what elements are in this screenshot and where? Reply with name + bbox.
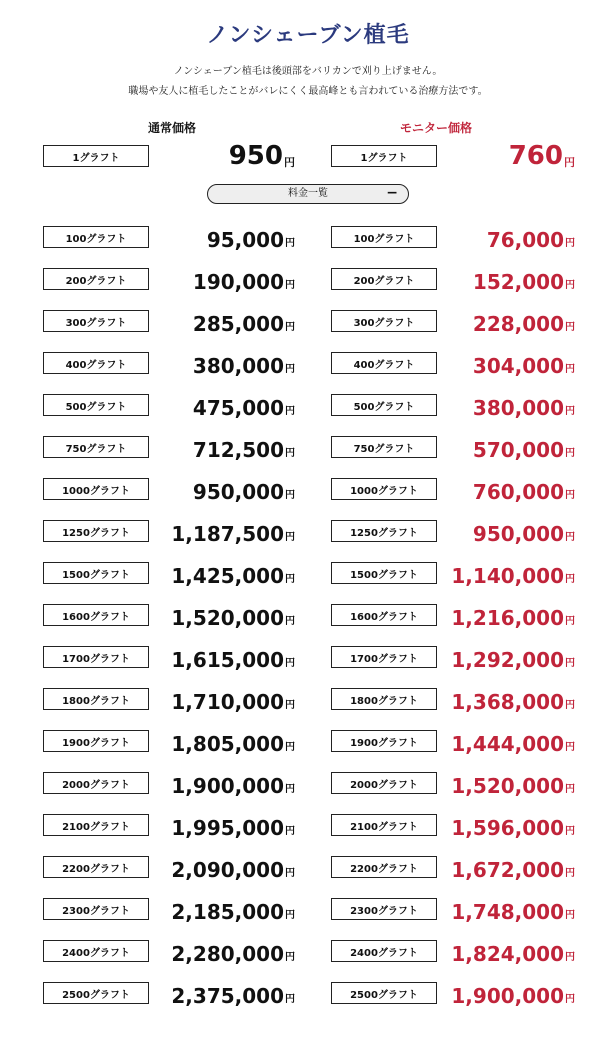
graft-label-monitor: 2300グラフト [331,898,437,920]
normal-price [150,603,295,629]
table-row [0,393,616,419]
yen-suffix: 円 [285,322,295,333]
yen-suffix: 円 [565,280,575,291]
normal-price-value: 2,185,000 [171,900,284,924]
normal-price-value: 1,520,000 [171,606,284,630]
description-line-2: 職場や友人に植毛したことがバレにくく最高峰とも言われている治療方法です。 [128,86,488,97]
minus-icon: − [386,185,398,201]
yen-suffix: 円 [565,826,575,837]
normal-price [150,561,295,587]
monitor-price [440,351,575,377]
yen-suffix: 円 [565,658,575,669]
yen-suffix: 円 [285,868,295,879]
yen-suffix: 円 [285,364,295,375]
normal-price-value: 712,500 [192,438,284,462]
table-row [0,687,616,713]
yen-suffix: 円 [565,238,575,249]
graft-label-normal: 2300グラフト [43,898,149,920]
graft-label-monitor: 1800グラフト [331,688,437,710]
normal-price [150,351,295,377]
monitor-price [440,309,575,335]
monitor-price [440,561,575,587]
normal-price [150,771,295,797]
normal-price-heading: 通常価格 [148,121,197,135]
graft-label-normal: 2500グラフト [43,982,149,1004]
table-row [0,813,616,839]
monitor-price-value: 950,000 [472,522,564,546]
monitor-price-value: 1,672,000 [451,858,564,882]
monitor-price [440,393,575,419]
monitor-price [440,519,575,545]
monitor-price [440,225,575,251]
monitor-price-value: 380,000 [472,396,564,420]
page-title: ノンシェーブン植毛 [206,23,410,48]
monitor-price-value: 1,824,000 [451,942,564,966]
graft-label-monitor: 1600グラフト [331,604,437,626]
table-row [0,477,616,503]
normal-price-value: 190,000 [192,270,284,294]
table-row [0,939,616,965]
graft-label-monitor: 2200グラフト [331,856,437,878]
monitor-price-value: 1,596,000 [451,816,564,840]
unit-monitor-price-value: 760 [508,141,563,171]
graft-label-monitor: 2500グラフト [331,982,437,1004]
monitor-price-value: 1,368,000 [451,690,564,714]
monitor-price [440,267,575,293]
graft-label-normal: 1800グラフト [43,688,149,710]
graft-label-monitor: 1700グラフト [331,646,437,668]
normal-price [150,939,295,965]
yen-suffix: 円 [285,574,295,585]
yen-suffix: 円 [285,448,295,459]
normal-price [150,645,295,671]
normal-price-value: 2,280,000 [171,942,284,966]
graft-label-normal: 1600グラフト [43,604,149,626]
graft-label-monitor: 500グラフト [331,394,437,416]
monitor-price-value: 1,900,000 [451,984,564,1008]
normal-price-value: 1,900,000 [171,774,284,798]
normal-price [150,897,295,923]
yen-suffix: 円 [285,826,295,837]
graft-label-normal: 400グラフト [43,352,149,374]
graft-label-normal: 1700グラフト [43,646,149,668]
graft-label-normal: 2100グラフト [43,814,149,836]
yen-suffix: 円 [285,910,295,921]
graft-label-normal: 1250グラフト [43,520,149,542]
table-row [0,771,616,797]
yen-suffix: 円 [565,532,575,543]
yen-suffix: 円 [285,658,295,669]
yen-suffix: 円 [565,616,575,627]
graft-label-monitor: 1250グラフト [331,520,437,542]
unit-graft-label-monitor: 1グラフト [331,145,437,167]
yen-suffix: 円 [285,994,295,1005]
monitor-price [440,603,575,629]
monitor-price-value: 760,000 [472,480,564,504]
graft-label-normal: 100グラフト [43,226,149,248]
monitor-price [440,645,575,671]
monitor-price-value: 1,216,000 [451,606,564,630]
yen-suffix: 円 [565,700,575,711]
graft-label-monitor: 1500グラフト [331,562,437,584]
graft-label-monitor: 100グラフト [331,226,437,248]
monitor-price-heading: モニター価格 [400,121,473,135]
normal-price-value: 2,090,000 [171,858,284,882]
monitor-price-value: 1,292,000 [451,648,564,672]
monitor-price [440,813,575,839]
normal-price [150,813,295,839]
monitor-price [440,477,575,503]
yen-suffix: 円 [285,700,295,711]
normal-price-value: 1,187,500 [171,522,284,546]
table-row [0,645,616,671]
table-row [0,351,616,377]
yen-suffix: 円 [565,364,575,375]
normal-price [150,477,295,503]
table-row [0,603,616,629]
monitor-price [440,435,575,461]
table-row [0,435,616,461]
graft-label-normal: 1900グラフト [43,730,149,752]
monitor-price-value: 1,520,000 [451,774,564,798]
graft-label-monitor: 1000グラフト [331,478,437,500]
yen-suffix: 円 [565,322,575,333]
normal-price [150,267,295,293]
table-row [0,897,616,923]
graft-label-normal: 2200グラフト [43,856,149,878]
monitor-price [440,771,575,797]
monitor-price-value: 1,140,000 [451,564,564,588]
yen-suffix: 円 [565,742,575,753]
yen-suffix: 円 [285,742,295,753]
graft-label-normal: 500グラフト [43,394,149,416]
normal-price [150,309,295,335]
normal-price-value: 1,425,000 [171,564,284,588]
yen-suffix: 円 [285,406,295,417]
normal-price-value: 1,615,000 [171,648,284,672]
normal-price-value: 285,000 [192,312,284,336]
monitor-price-value: 1,444,000 [451,732,564,756]
price-list-toggle-button[interactable] [207,184,409,204]
graft-label-monitor: 2100グラフト [331,814,437,836]
yen-suffix: 円 [285,616,295,627]
table-row [0,519,616,545]
normal-price-value: 1,710,000 [171,690,284,714]
unit-monitor-price [440,141,575,171]
graft-label-normal: 750グラフト [43,436,149,458]
yen-suffix: 円 [285,490,295,501]
yen-suffix: 円 [285,952,295,963]
yen-suffix: 円 [284,156,295,169]
normal-price [150,981,295,1007]
graft-label-monitor: 300グラフト [331,310,437,332]
table-row [0,267,616,293]
table-row [0,981,616,1007]
yen-suffix: 円 [565,994,575,1005]
graft-label-normal: 200グラフト [43,268,149,290]
yen-suffix: 円 [565,406,575,417]
graft-label-normal: 1500グラフト [43,562,149,584]
normal-price-value: 1,805,000 [171,732,284,756]
graft-label-normal: 2000グラフト [43,772,149,794]
graft-label-monitor: 1900グラフト [331,730,437,752]
monitor-price-value: 570,000 [472,438,564,462]
normal-price [150,435,295,461]
monitor-price [440,939,575,965]
table-row [0,855,616,881]
table-row [0,309,616,335]
normal-price-value: 950,000 [192,480,284,504]
graft-label-monitor: 2000グラフト [331,772,437,794]
normal-price [150,855,295,881]
yen-suffix: 円 [565,490,575,501]
yen-suffix: 円 [565,448,575,459]
yen-suffix: 円 [285,280,295,291]
monitor-price [440,981,575,1007]
monitor-price-value: 228,000 [472,312,564,336]
monitor-price [440,729,575,755]
normal-price [150,393,295,419]
monitor-price [440,855,575,881]
normal-price [150,225,295,251]
graft-label-monitor: 750グラフト [331,436,437,458]
normal-price [150,729,295,755]
graft-label-monitor: 200グラフト [331,268,437,290]
normal-price-value: 380,000 [192,354,284,378]
unit-graft-label-normal: 1グラフト [43,145,149,167]
normal-price [150,519,295,545]
graft-label-normal: 1000グラフト [43,478,149,500]
graft-label-normal: 300グラフト [43,310,149,332]
monitor-price-value: 152,000 [472,270,564,294]
monitor-price-value: 1,748,000 [451,900,564,924]
normal-price-value: 95,000 [206,228,284,252]
yen-suffix: 円 [285,238,295,249]
normal-price-value: 475,000 [192,396,284,420]
yen-suffix: 円 [565,910,575,921]
monitor-price-value: 76,000 [486,228,564,252]
yen-suffix: 円 [565,952,575,963]
graft-label-monitor: 400グラフト [331,352,437,374]
normal-price-value: 1,995,000 [171,816,284,840]
graft-label-monitor: 2400グラフト [331,940,437,962]
price-list-toggle-label: 料金一覧 [288,188,328,199]
table-row [0,561,616,587]
yen-suffix: 円 [565,784,575,795]
yen-suffix: 円 [285,532,295,543]
monitor-price-value: 304,000 [472,354,564,378]
yen-suffix: 円 [565,574,575,585]
unit-normal-price-value: 950 [228,141,283,171]
monitor-price [440,687,575,713]
table-row [0,225,616,251]
yen-suffix: 円 [564,156,575,169]
description-line-1: ノンシェーブン植毛は後頭部をバリカンで刈り上げません。 [173,66,443,77]
yen-suffix: 円 [565,868,575,879]
table-row [0,729,616,755]
monitor-price [440,897,575,923]
yen-suffix: 円 [285,784,295,795]
normal-price [150,687,295,713]
normal-price-value: 2,375,000 [171,984,284,1008]
unit-price-row [0,141,616,171]
graft-label-normal: 2400グラフト [43,940,149,962]
unit-normal-price [150,141,295,171]
